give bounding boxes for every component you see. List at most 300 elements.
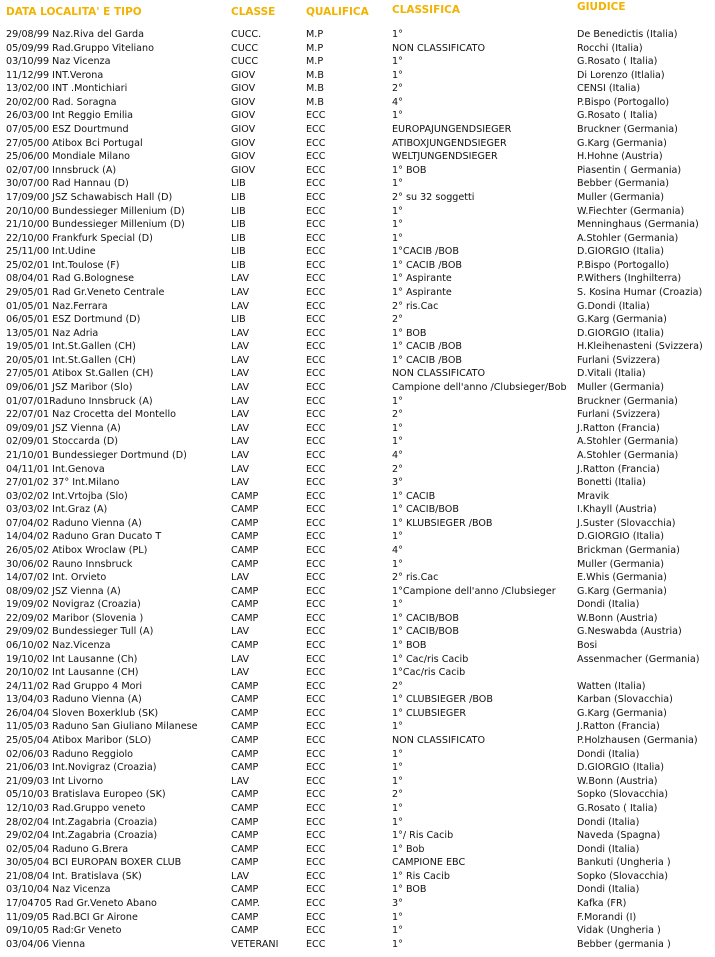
cell-classifica: 1° bbox=[392, 762, 403, 774]
table-row bbox=[0, 313, 715, 327]
cell-classifica: 2° ris.Cac bbox=[392, 300, 439, 312]
cell-data-localita: 21/08/04 Int. Bratislava (SK) bbox=[6, 870, 142, 882]
cell-classifica: 4° bbox=[392, 449, 403, 461]
table-row bbox=[0, 680, 715, 694]
cell-qualifica: ECC bbox=[306, 789, 326, 801]
cell-classifica: 1°Cac/ris Cacib bbox=[392, 667, 466, 679]
table-row bbox=[0, 544, 715, 558]
header-qualifica: QUALIFICA bbox=[306, 6, 369, 18]
table-row bbox=[0, 340, 715, 354]
cell-classe: CAMP bbox=[231, 789, 259, 801]
table-row bbox=[0, 232, 715, 246]
cell-qualifica: ECC bbox=[306, 395, 326, 407]
cell-classifica: 1° bbox=[392, 69, 403, 81]
cell-classifica: Campione dell'anno /Clubsieger/Bob bbox=[392, 382, 567, 394]
cell-giudice: Bonetti (Italia) bbox=[577, 477, 646, 489]
cell-classe: GIOV bbox=[231, 151, 256, 163]
cell-giudice: P.Withers (Inghilterra) bbox=[577, 273, 682, 285]
header-classe: CLASSE bbox=[231, 6, 276, 18]
cell-classifica: 2° bbox=[392, 680, 403, 692]
cell-classifica: 1°CACIB /BOB bbox=[392, 246, 459, 258]
table-header bbox=[0, 0, 715, 30]
cell-qualifica: ECC bbox=[306, 463, 326, 475]
cell-classifica: 2° bbox=[392, 409, 403, 421]
cell-qualifica: ECC bbox=[306, 232, 326, 244]
table-row bbox=[0, 856, 715, 870]
cell-data-localita: 29/09/02 Bundessieger Tull (A) bbox=[6, 626, 154, 638]
cell-giudice: G.Karg (Germania) bbox=[577, 314, 667, 326]
table-row bbox=[0, 205, 715, 219]
table-row bbox=[0, 449, 715, 463]
cell-qualifica: ECC bbox=[306, 925, 326, 937]
cell-classifica: 1° CLUBSIEGER bbox=[392, 707, 467, 719]
cell-giudice: H.Hohne (Austria) bbox=[577, 151, 663, 163]
cell-giudice: Piasentin ( Germania) bbox=[577, 164, 682, 176]
cell-classifica: NON CLASSIFICATO bbox=[392, 42, 486, 54]
cell-classe: CUCC bbox=[231, 42, 259, 54]
cell-qualifica: ECC bbox=[306, 721, 326, 733]
cell-classifica: 1° CACIB/BOB bbox=[392, 504, 459, 516]
cell-classe: LAV bbox=[231, 409, 250, 421]
cell-qualifica: ECC bbox=[306, 816, 326, 828]
table-row bbox=[0, 476, 715, 490]
cell-classe: LAV bbox=[231, 667, 250, 679]
cell-classifica: 1° bbox=[392, 110, 403, 122]
table-row bbox=[0, 734, 715, 748]
cell-qualifica: ECC bbox=[306, 585, 326, 597]
cell-classifica: 2° bbox=[392, 463, 403, 475]
cell-qualifica: ECC bbox=[306, 762, 326, 774]
cell-classe: LAV bbox=[231, 286, 250, 298]
cell-qualifica: ECC bbox=[306, 884, 326, 896]
cell-classifica: CAMPIONE EBC bbox=[392, 857, 466, 869]
cell-qualifica: M.B bbox=[306, 83, 324, 95]
cell-giudice: P.Bispo (Portogallo) bbox=[577, 259, 670, 271]
cell-qualifica: ECC bbox=[306, 449, 326, 461]
cell-qualifica: ECC bbox=[306, 477, 326, 489]
cell-data-localita: 21/06/03 Int.Novigraz (Croazia) bbox=[6, 762, 157, 774]
cell-classifica: 1° BOB bbox=[392, 164, 427, 176]
cell-classifica: 1° Cac/ris Cacib bbox=[392, 653, 469, 665]
cell-classifica: 1° CACIB/BOB bbox=[392, 626, 459, 638]
cell-classe: CAMP bbox=[231, 843, 259, 855]
table-row bbox=[0, 218, 715, 232]
cell-classe: CAMP bbox=[231, 504, 259, 516]
table-row bbox=[0, 558, 715, 572]
table-row bbox=[0, 327, 715, 341]
cell-qualifica: ECC bbox=[306, 599, 326, 611]
cell-classe: CAMP bbox=[231, 612, 259, 624]
cell-data-localita: 27/05/00 Atibox Bci Portugal bbox=[6, 137, 143, 149]
cell-classe: CAMP bbox=[231, 748, 259, 760]
cell-giudice: Sopko (Slovacchia) bbox=[577, 789, 669, 801]
cell-data-localita: 08/09/02 JSZ Vienna (A) bbox=[6, 585, 121, 597]
results-table bbox=[0, 28, 715, 951]
cell-qualifica: ECC bbox=[306, 857, 326, 869]
table-row bbox=[0, 381, 715, 395]
cell-data-localita: 29/02/04 Int.Zagabria (Croazia) bbox=[6, 830, 158, 842]
cell-classifica: 1° bbox=[392, 205, 403, 217]
cell-classifica: 1° bbox=[392, 232, 403, 244]
cell-giudice: E.Whis (Germania) bbox=[577, 572, 667, 584]
cell-giudice: P.Holzhausen (Germania) bbox=[577, 735, 698, 747]
cell-qualifica: ECC bbox=[306, 653, 326, 665]
table-row bbox=[0, 69, 715, 83]
cell-classe: CAMP bbox=[231, 884, 259, 896]
table-row bbox=[0, 109, 715, 123]
table-row bbox=[0, 286, 715, 300]
cell-classe: GIOV bbox=[231, 124, 256, 136]
table-row bbox=[0, 843, 715, 857]
cell-qualifica: ECC bbox=[306, 517, 326, 529]
cell-classifica: EUROPAJUNGENDSIEGER bbox=[392, 124, 512, 136]
table-row bbox=[0, 28, 715, 42]
table-row bbox=[0, 300, 715, 314]
table-row bbox=[0, 639, 715, 653]
cell-qualifica: ECC bbox=[306, 898, 326, 909]
cell-qualifica: ECC bbox=[306, 300, 326, 312]
cell-giudice: Dondi (Italia) bbox=[577, 599, 640, 611]
table-row bbox=[0, 571, 715, 585]
table-row bbox=[0, 55, 715, 69]
cell-classe: LAV bbox=[231, 463, 250, 475]
cell-classifica: 1° bbox=[392, 56, 403, 68]
table-row bbox=[0, 435, 715, 449]
cell-classe: CAMP bbox=[231, 911, 259, 923]
cell-data-localita: 04/11/01 Int.Genova bbox=[6, 463, 105, 475]
cell-classifica: 1° bbox=[392, 748, 403, 760]
cell-classifica: 1° CACIB bbox=[392, 490, 436, 502]
table-row bbox=[0, 395, 715, 409]
cell-data-localita: 13/05/01 Naz Adria bbox=[6, 327, 99, 339]
cell-qualifica: ECC bbox=[306, 422, 326, 434]
cell-giudice: Rocchi (Italia) bbox=[577, 42, 643, 54]
cell-qualifica: ECC bbox=[306, 286, 326, 298]
cell-data-localita: 09/09/01 JSZ Vienna (A) bbox=[6, 422, 121, 434]
cell-data-localita: 26/03/00 Int Reggio Emilia bbox=[6, 110, 134, 122]
cell-qualifica: ECC bbox=[306, 843, 326, 855]
cell-classe: CAMP bbox=[231, 640, 259, 652]
cell-data-localita: 03/02/02 Int.Vrtojba (Slo) bbox=[6, 490, 128, 502]
table-row bbox=[0, 788, 715, 802]
cell-classe: CAMP bbox=[231, 735, 259, 747]
cell-classe: LIB bbox=[231, 246, 246, 258]
cell-classe: LAV bbox=[231, 300, 250, 312]
cell-data-localita: 30/07/00 Rad Hannau (D) bbox=[6, 178, 129, 190]
cell-qualifica: M.P bbox=[306, 29, 324, 40]
cell-classe: GIOV bbox=[231, 164, 256, 176]
cell-data-localita: 13/02/00 INT .Montichiari bbox=[6, 83, 128, 95]
cell-giudice: Furlani (Svizzera) bbox=[577, 409, 661, 421]
cell-data-localita: 05/10/03 Bratislava Europeo (SK) bbox=[6, 789, 166, 801]
cell-classifica: NON CLASSIFICATO bbox=[392, 368, 486, 380]
cell-qualifica: ECC bbox=[306, 544, 326, 556]
cell-classifica: 1° bbox=[392, 436, 403, 448]
cell-classe: LIB bbox=[231, 191, 246, 203]
cell-giudice: D.GIORGIO (Italia) bbox=[577, 531, 664, 543]
cell-classifica: 2° ris.Cac bbox=[392, 572, 439, 584]
cell-qualifica: ECC bbox=[306, 870, 326, 882]
cell-data-localita: 06/10/02 Naz.Vicenza bbox=[6, 640, 111, 652]
cell-classifica: 1° Aspirante bbox=[392, 273, 452, 285]
cell-classifica: 1° bbox=[392, 911, 403, 923]
cell-data-localita: 21/10/00 Bundessieger Millenium (D) bbox=[6, 219, 185, 231]
table-row bbox=[0, 829, 715, 843]
cell-qualifica: ECC bbox=[306, 178, 326, 190]
cell-giudice: G.Karg (Germania) bbox=[577, 137, 667, 149]
cell-classe: LIB bbox=[231, 232, 246, 244]
cell-giudice: Brickman (Germania) bbox=[577, 544, 680, 556]
cell-qualifica: ECC bbox=[306, 246, 326, 258]
cell-giudice: Muller (Germania) bbox=[577, 382, 665, 394]
cell-data-localita: 21/10/01 Bundessieger Dortmund (D) bbox=[6, 449, 187, 461]
cell-classe: CAMP bbox=[231, 558, 259, 570]
cell-classe: CUCC bbox=[231, 56, 259, 68]
cell-classifica: 3° bbox=[392, 477, 403, 489]
table-row bbox=[0, 191, 715, 205]
cell-giudice: Karban (Slovacchia) bbox=[577, 694, 673, 706]
table-row bbox=[0, 707, 715, 721]
cell-classifica: 1° Aspirante bbox=[392, 286, 452, 298]
header-classifica: CLASSIFICA bbox=[392, 4, 460, 16]
cell-giudice: D.GIORGIO (Italia) bbox=[577, 327, 664, 339]
header-data-localita-tipo: DATA LOCALITA' E TIPO bbox=[6, 6, 142, 18]
cell-data-localita: 09/10/05 Rad:Gr Veneto bbox=[6, 925, 122, 937]
cell-giudice: J.Ratton (Francia) bbox=[577, 721, 660, 733]
cell-qualifica: ECC bbox=[306, 490, 326, 502]
cell-qualifica: ECC bbox=[306, 802, 326, 814]
cell-classe: LIB bbox=[231, 178, 246, 190]
cell-qualifica: ECC bbox=[306, 137, 326, 149]
table-row bbox=[0, 870, 715, 884]
cell-giudice: Bebber (Germania) bbox=[577, 178, 670, 190]
cell-classe: CAMP. bbox=[231, 898, 260, 909]
cell-data-localita: 07/04/02 Raduno Vienna (A) bbox=[6, 517, 142, 529]
cell-data-localita: 30/05/04 BCI EUROPAN BOXER CLUB bbox=[6, 857, 182, 869]
cell-classifica: 1° bbox=[392, 219, 403, 231]
cell-classe: VETERANI bbox=[231, 938, 279, 950]
cell-data-localita: 17/09/00 JSZ Schawabisch Hall (D) bbox=[6, 191, 173, 203]
cell-data-localita: 29/05/01 Rad Gr.Veneto Centrale bbox=[6, 286, 165, 298]
cell-giudice: Dondi (Italia) bbox=[577, 816, 640, 828]
cell-classe: CAMP bbox=[231, 680, 259, 692]
table-row bbox=[0, 911, 715, 925]
cell-qualifica: ECC bbox=[306, 436, 326, 448]
cell-classifica: 1° bbox=[392, 802, 403, 814]
cell-data-localita: 26/05/02 Atibox Wroclaw (PL) bbox=[6, 544, 148, 556]
cell-classifica: 1° bbox=[392, 422, 403, 434]
cell-qualifica: ECC bbox=[306, 314, 326, 326]
cell-classe: CUCC. bbox=[231, 29, 262, 40]
cell-giudice: Bankuti (Ungheria ) bbox=[577, 857, 671, 869]
cell-classifica: 4° bbox=[392, 544, 403, 556]
cell-classe: GIOV bbox=[231, 69, 256, 81]
cell-classifica: 1° BOB bbox=[392, 884, 427, 896]
cell-classifica: 1° CACIB /BOB bbox=[392, 354, 462, 366]
cell-data-localita: 25/05/04 Atibox Maribor (SLO) bbox=[6, 735, 152, 747]
cell-classe: CAMP bbox=[231, 830, 259, 842]
cell-classifica: 1° KLUBSIEGER /BOB bbox=[392, 517, 493, 529]
table-row bbox=[0, 272, 715, 286]
table-row bbox=[0, 422, 715, 436]
cell-qualifica: ECC bbox=[306, 273, 326, 285]
cell-classifica: 1° bbox=[392, 938, 403, 950]
cell-qualifica: ECC bbox=[306, 735, 326, 747]
cell-classifica: 1° bbox=[392, 816, 403, 828]
cell-giudice: G.Rosato ( Italia) bbox=[577, 802, 658, 814]
cell-data-localita: 20/05/01 Int.St.Gallen (CH) bbox=[6, 354, 136, 366]
cell-qualifica: ECC bbox=[306, 327, 326, 339]
cell-qualifica: ECC bbox=[306, 354, 326, 366]
cell-classifica: ATIBOXJUNGENDSIEGER bbox=[392, 137, 507, 149]
cell-giudice: Muller (Germania) bbox=[577, 191, 665, 203]
cell-giudice: De Benedictis (Italia) bbox=[577, 29, 678, 40]
cell-qualifica: ECC bbox=[306, 558, 326, 570]
cell-qualifica: ECC bbox=[306, 368, 326, 380]
cell-classe: GIOV bbox=[231, 137, 256, 149]
cell-classe: GIOV bbox=[231, 96, 256, 108]
cell-giudice: W.Fiechter (Germania) bbox=[577, 205, 685, 217]
cell-giudice: A.Stohler (Germania) bbox=[577, 232, 679, 244]
cell-qualifica: ECC bbox=[306, 667, 326, 679]
table-row bbox=[0, 177, 715, 191]
cell-data-localita: 13/04/03 Raduno Vienna (A) bbox=[6, 694, 142, 706]
cell-classifica: 1° bbox=[392, 29, 403, 40]
table-row bbox=[0, 897, 715, 911]
cell-data-localita: 09/06/01 JSZ Maribor (Slo) bbox=[6, 382, 133, 394]
cell-giudice: Furlani (Svizzera) bbox=[577, 354, 661, 366]
cell-data-localita: 03/10/04 Naz Vicenza bbox=[6, 884, 111, 896]
cell-giudice: J.Ratton (Francia) bbox=[577, 422, 660, 434]
cell-giudice: G.Rosato ( Italia) bbox=[577, 56, 658, 68]
header-giudice: GIUDICE bbox=[577, 1, 626, 13]
cell-classe: GIOV bbox=[231, 110, 256, 122]
cell-data-localita: 22/10/00 Frankfurk Special (D) bbox=[6, 232, 153, 244]
cell-qualifica: ECC bbox=[306, 531, 326, 543]
table-row bbox=[0, 164, 715, 178]
cell-giudice: J.Ratton (Francia) bbox=[577, 463, 660, 475]
cell-classifica: 1° CACIB/BOB bbox=[392, 612, 459, 624]
cell-giudice: Dondi (Italia) bbox=[577, 843, 640, 855]
cell-classe: LAV bbox=[231, 273, 250, 285]
cell-giudice: Mravik bbox=[577, 490, 609, 502]
cell-data-localita: 25/06/00 Mondiale Milano bbox=[6, 151, 131, 163]
cell-classe: LIB bbox=[231, 314, 246, 326]
cell-classe: CAMP bbox=[231, 857, 259, 869]
cell-giudice: Bebber (germania ) bbox=[577, 938, 671, 950]
cell-giudice: A.Stohler (Germania) bbox=[577, 449, 679, 461]
table-row bbox=[0, 408, 715, 422]
table-row bbox=[0, 938, 715, 952]
cell-classe: CAMP bbox=[231, 816, 259, 828]
cell-qualifica: ECC bbox=[306, 151, 326, 163]
cell-giudice: Watten (Italia) bbox=[577, 680, 646, 692]
cell-giudice: Assenmacher (Germania) bbox=[577, 653, 700, 665]
table-row bbox=[0, 761, 715, 775]
cell-data-localita: 12/10/03 Rad.Gruppo veneto bbox=[6, 802, 146, 814]
cell-giudice: Naveda (Spagna) bbox=[577, 830, 661, 842]
cell-classe: CAMP bbox=[231, 599, 259, 611]
cell-qualifica: ECC bbox=[306, 640, 326, 652]
cell-giudice: G.Karg (Germania) bbox=[577, 707, 667, 719]
cell-data-localita: 06/05/01 ESZ Dortmund (D) bbox=[6, 314, 141, 326]
cell-giudice: G.Karg (Germania) bbox=[577, 585, 667, 597]
cell-classe: CAMP bbox=[231, 694, 259, 706]
cell-data-localita: 29/08/99 Naz.Riva del Garda bbox=[6, 29, 144, 40]
cell-data-localita: 07/05/00 ESZ Dourtmund bbox=[6, 124, 129, 136]
cell-classifica: 4° bbox=[392, 96, 403, 108]
cell-classe: LAV bbox=[231, 653, 250, 665]
cell-classe: LIB bbox=[231, 259, 246, 271]
cell-data-localita: 30/06/02 Rauno Innsbruck bbox=[6, 558, 133, 570]
table-row bbox=[0, 42, 715, 56]
cell-classe: LAV bbox=[231, 327, 250, 339]
cell-classe: CAMP bbox=[231, 762, 259, 774]
cell-data-localita: 02/05/04 Raduno G.Brera bbox=[6, 843, 129, 855]
cell-giudice: Dondi (Italia) bbox=[577, 884, 640, 896]
cell-giudice: Sopko (Slovacchia) bbox=[577, 870, 669, 882]
cell-giudice: Bruckner (Germania) bbox=[577, 124, 678, 136]
cell-giudice: Kafka (FR) bbox=[577, 898, 627, 909]
cell-classifica: 1° bbox=[392, 178, 403, 190]
cell-giudice: G.Rosato ( Italia) bbox=[577, 110, 658, 122]
cell-data-localita: 22/07/01 Naz Crocetta del Montello bbox=[6, 409, 177, 421]
table-row bbox=[0, 748, 715, 762]
cell-classifica: WELTJUNGENDSIEGER bbox=[392, 151, 498, 163]
table-row bbox=[0, 137, 715, 151]
cell-classe: LAV bbox=[231, 382, 250, 394]
cell-classifica: 1° BOB bbox=[392, 640, 427, 652]
table-row bbox=[0, 666, 715, 680]
cell-classifica: 1°/ Ris Cacib bbox=[392, 830, 454, 842]
cell-classifica: 1° Ris Cacib bbox=[392, 870, 450, 882]
cell-classifica: 1° Bob bbox=[392, 843, 425, 855]
cell-classe: LAV bbox=[231, 572, 250, 584]
cell-classe: LAV bbox=[231, 354, 250, 366]
cell-qualifica: M.P bbox=[306, 56, 324, 68]
table-row bbox=[0, 598, 715, 612]
cell-data-localita: 19/09/02 Novigraz (Croazia) bbox=[6, 599, 141, 611]
cell-qualifica: ECC bbox=[306, 938, 326, 950]
table-row bbox=[0, 96, 715, 110]
table-row bbox=[0, 245, 715, 259]
cell-data-localita: 03/03/02 Int.Graz (A) bbox=[6, 504, 108, 516]
cell-data-localita: 24/11/02 Rad Gruppo 4 Mori bbox=[6, 680, 143, 692]
cell-data-localita: 25/11/00 Int.Udine bbox=[6, 246, 96, 258]
cell-classifica: NON CLASSIFICATO bbox=[392, 735, 486, 747]
table-row bbox=[0, 530, 715, 544]
cell-data-localita: 11/09/05 Rad.BCI Gr Airone bbox=[6, 911, 138, 923]
cell-qualifica: ECC bbox=[306, 205, 326, 217]
cell-classe: LAV bbox=[231, 368, 250, 380]
cell-giudice: D.GIORGIO (Italia) bbox=[577, 762, 664, 774]
cell-classe: CAMP bbox=[231, 585, 259, 597]
cell-classe: LAV bbox=[231, 422, 250, 434]
cell-qualifica: M.B bbox=[306, 96, 324, 108]
cell-data-localita: 20/10/00 Bundessieger Millenium (D) bbox=[6, 205, 185, 217]
cell-data-localita: 19/05/01 Int.St.Gallen (CH) bbox=[6, 341, 136, 353]
cell-data-localita: 14/07/02 Int. Orvieto bbox=[6, 572, 107, 584]
cell-data-localita: 27/05/01 Atibox St.Gallen (CH) bbox=[6, 368, 154, 380]
cell-data-localita: 19/10/02 Int Lausanne (Ch) bbox=[6, 653, 138, 665]
cell-classifica: 1° bbox=[392, 599, 403, 611]
cell-classifica: 1° CLUBSIEGER /BOB bbox=[392, 694, 493, 706]
cell-classe: CAMP bbox=[231, 517, 259, 529]
cell-classifica: 1° CACIB /BOB bbox=[392, 341, 462, 353]
table-row bbox=[0, 82, 715, 96]
cell-classifica: 2° bbox=[392, 83, 403, 95]
cell-qualifica: M.B bbox=[306, 69, 324, 81]
